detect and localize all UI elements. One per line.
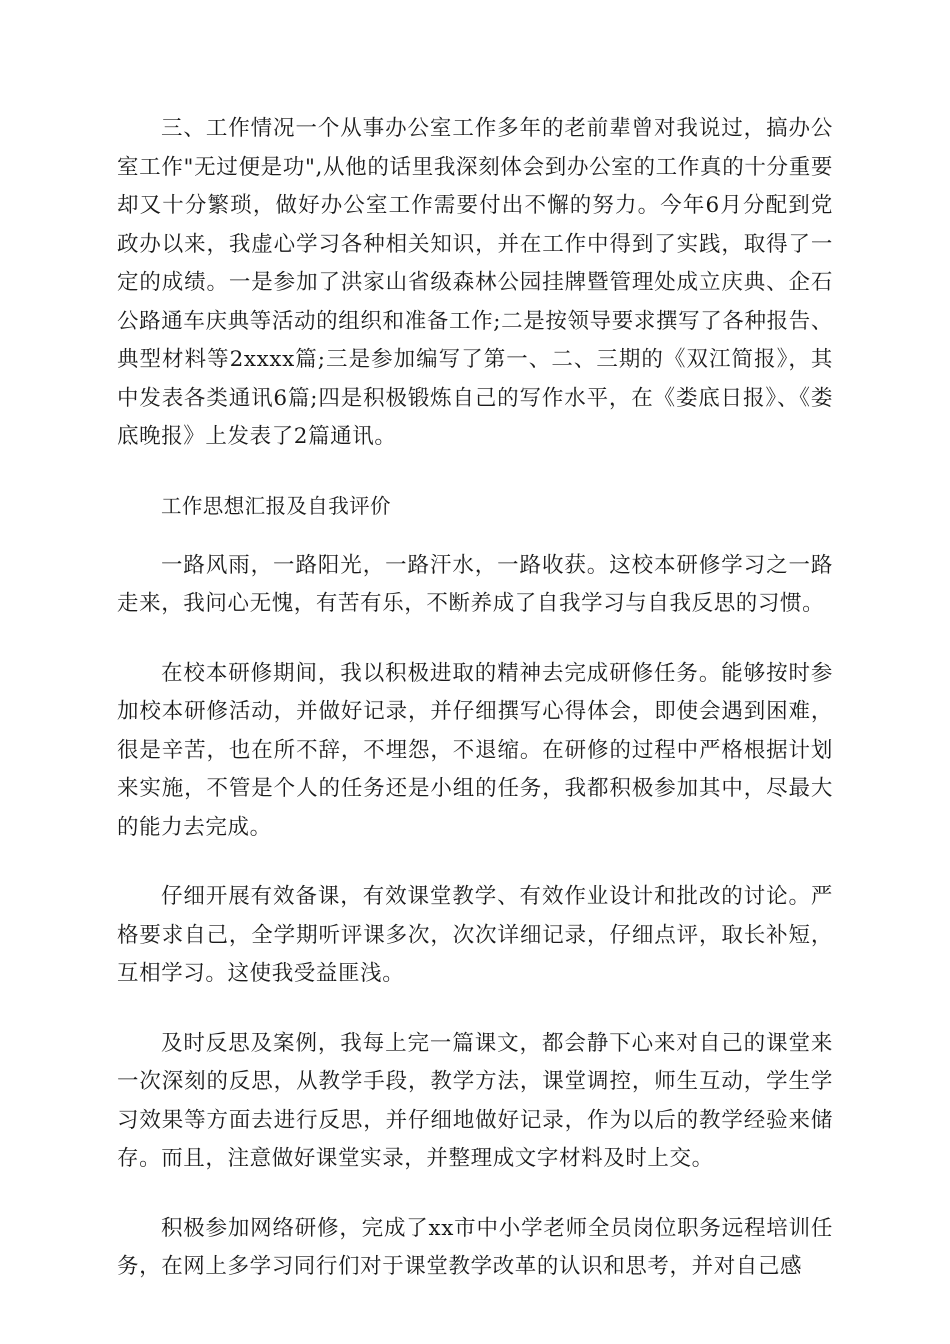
paragraph-reflection: 及时反思及案例，我每上完一篇课文，都会静下心来对自己的课堂来一次深刻的反思，从教学手段，教学方法，课堂调控，师生互动，学生学习效果等方面去进行反思，并仔细地做好记录，作为以后的教学经验来储存。而且，注意做好课堂实录，并整理成文字材料及时上交。	[117, 1030, 833, 1171]
document-page	[117, 110, 833, 1318]
section-heading: 工作思想汇报及自我评价	[161, 493, 391, 518]
paragraph-intro: 一路风雨，一路阳光，一路汗水，一路收获。这校本研修学习之一路走来，我问心无愧，有苦有乐，不断养成了自我学习与自我反思的习惯。	[117, 552, 833, 616]
paragraph-effective-lessons: 仔细开展有效备课，有效课堂教学、有效作业设计和批改的讨论。严格要求自己，全学期听评课多次，次次详细记录，仔细点评，取长补短，互相学习。这使我受益匪浅。	[117, 884, 833, 986]
paragraph-research-period: 在校本研修期间，我以积极进取的精神去完成研修任务。能够按时参加校本研修活动，并做好记录，并仔细撰写心得体会，即使会遇到困难，很是辛苦，也在所不辞，不埋怨，不退缩。在研修的过程中严格根据计划来实施，不管是个人的任务还是小组的任务，我都积极参加其中，尽最大的能力去完成。	[117, 660, 833, 840]
paragraph-online-training: 积极参加网络研修，完成了xx市中小学老师全员岗位职务远程培训任务，在网上多学习同行们对于课堂教学改革的认识和思考，并对自己感	[117, 1215, 833, 1279]
paragraph-work-situation: 三、工作情况一个从事办公室工作多年的老前辈曾对我说过，搞办公室工作"无过便是功",从他的话里我深刻体会到办公室的工作真的十分重要却又十分繁琐，做好办公室工作需要付出不懈的努力。今年6月分配到党政办以来，我虚心学习各种相关知识，并在工作中得到了实践，取得了一定的成绩。一是参加了洪家山省级森林公园挂牌暨管理处成立庆典、企石公路通车庆典等活动的组织和准备工作;二是按领导要求撰写了各种报告、典型材料等2xxxx篇;三是参加编写了第一、二、三期的《双江简报》，其中发表各类通讯6篇;四是积极锻炼自己的写作水平，在《娄底日报》、《娄底晚报》上发表了2篇通讯。	[117, 116, 833, 449]
